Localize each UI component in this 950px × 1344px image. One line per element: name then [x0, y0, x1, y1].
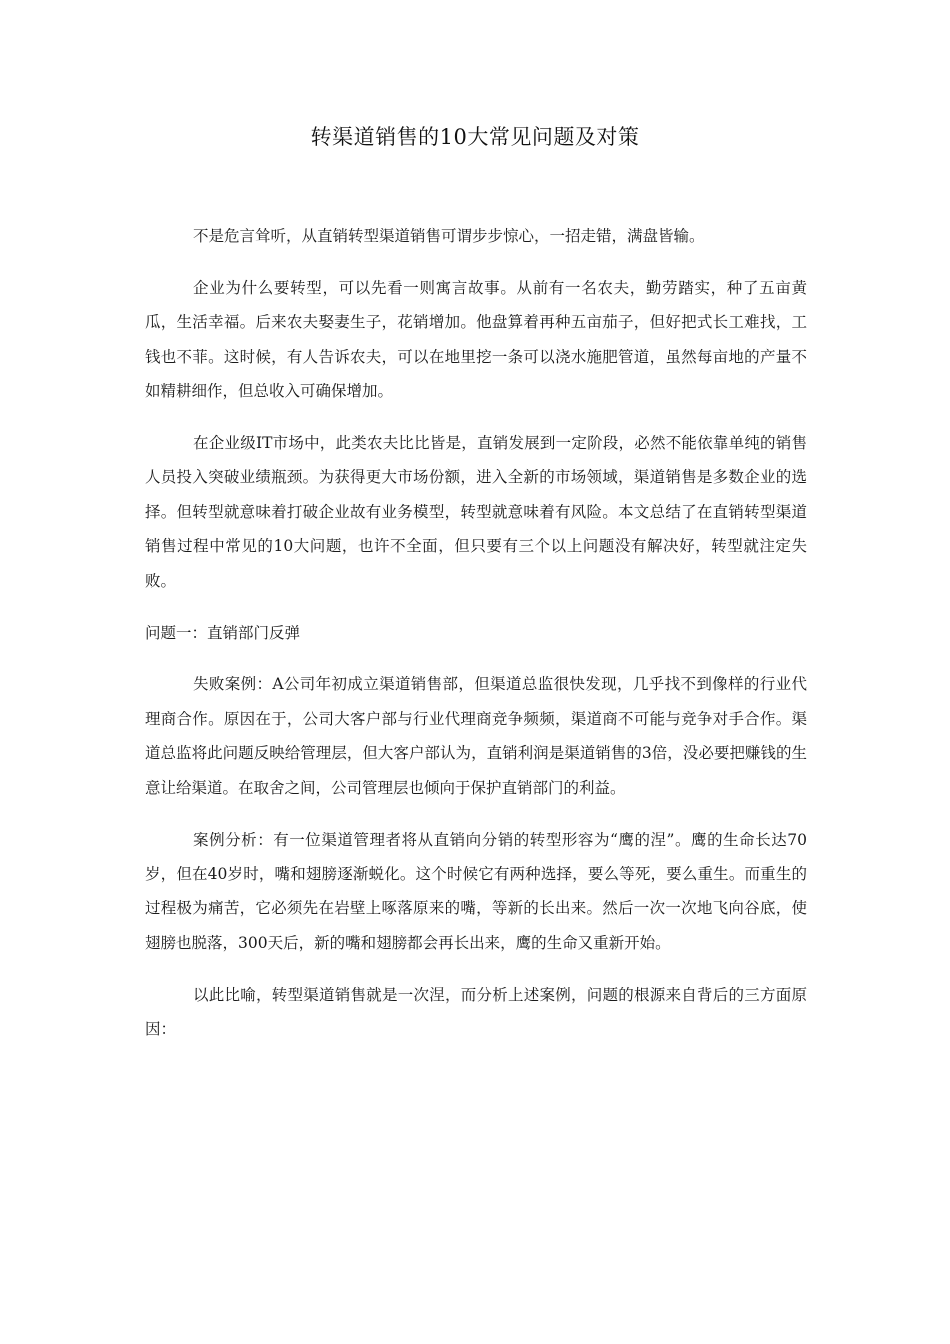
paragraph-failure-case: 失败案例：A公司年初成立渠道销售部，但渠道总监很快发现，几乎找不到像样的行业代理商合作。原因在于，公司大客户部与行业代理商竞争频频，渠道商不可能与竞争对手合作。渠道总监将此问题反映给管理层，但大客户部认为，直销利润是渠道销售的3倍，没必要把赚钱的生意让给渠道。在取舍之间，公司管理层也倾向于保护直销部门的利益。 [145, 675, 807, 797]
document-body [145, 219, 807, 1047]
paragraph-it-market: 在企业级IT市场中，此类农夫比比皆是，直销发展到一定阶段，必然不能依靠单纯的销售人员投入突破业绩瓶颈。为获得更大市场份额，进入全新的市场领域，渠道销售是多数企业的选择。但转型就意味着打破企业故有业务模型，转型就意味着有风险。本文总结了在直销转型渠道销售过程中常见的10大问题，也许不全面，但只要有三个以上问题没有解决好，转型就注定失败。 [145, 434, 807, 590]
paragraph-case-analysis: 案例分析：有一位渠道管理者将从直销向分销的转型形容为“鹰的涅”。鹰的生命长达70岁，但在40岁时，嘴和翅膀逐渐蜕化。这个时候它有两种选择，要么等死，要么重生。而重生的过程极为痛苦，它必须先在岩壁上啄落原来的嘴，等新的长出来。然后一次一次地飞向谷底，使翅膀也脱落，300天后，新的嘴和翅膀都会再长出来，鹰的生命又重新开始。 [145, 830, 807, 952]
paragraph-fable: 企业为什么要转型，可以先看一则寓言故事。从前有一名农夫，勤劳踏实，种了五亩黄瓜，生活幸福。后来农夫娶妻生子，花销增加。他盘算着再种五亩茄子，但好把式长工难找，工钱也不菲。这时候，有人告诉农夫，可以在地里挖一条可以浇水施肥管道，虽然每亩地的产量不如精耕细作，但总收入可确保增加。 [145, 278, 807, 401]
paragraph-metaphor: 以此比喻，转型渠道销售就是一次涅，而分析上述案例，问题的根源来自背后的三方面原因： [145, 985, 807, 1039]
paragraph-intro: 不是危言耸听，从直销转型渠道销售可谓步步惊心，一招走错，满盘皆输。 [193, 227, 705, 245]
document-title: 转渠道销售的10大常见问题及对策 [310, 125, 640, 149]
section-heading-problem-one: 问题一：直销部门反弹 [145, 623, 301, 642]
